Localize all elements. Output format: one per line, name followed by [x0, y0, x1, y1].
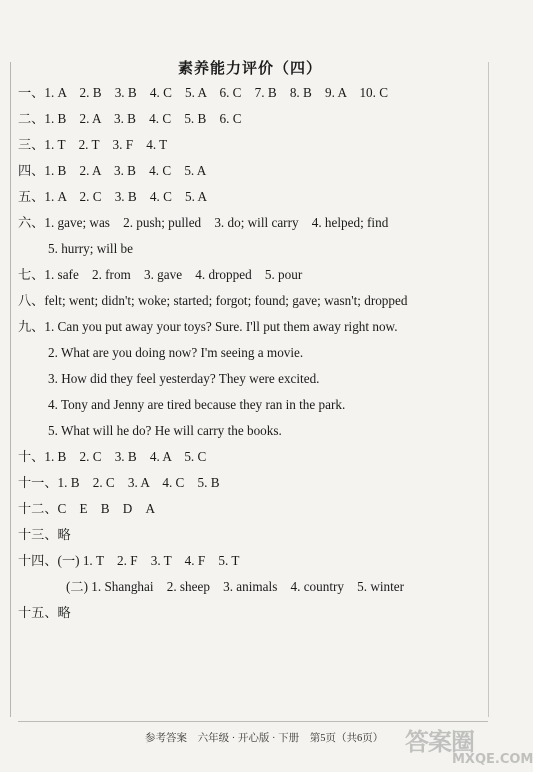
- footer-page: 第5页（共6页）: [309, 733, 384, 744]
- answer-line-9-4: 4. Tony and Jenny are tired because they ran in the park.: [48, 397, 346, 412]
- answer-line-11: 十一、1. B 2. C 3. A 4. C 5. B: [18, 475, 220, 490]
- answer-line-13: 十三、略: [18, 527, 71, 542]
- footer-grade: 六年级 · 开心版 · 下册: [197, 733, 300, 744]
- answer-line-2: 二、1. B 2. A 3. B 4. C 5. B 6. C: [18, 111, 242, 126]
- answer-line-9-5: 5. What will he do? He will carry the books.: [48, 423, 282, 438]
- answer-line-9-3: 3. How did they feel yesterday? They were excited.: [48, 371, 320, 386]
- watermark-logo: 答案圈: [405, 728, 474, 756]
- answer-line-15: 十五、略: [18, 605, 71, 620]
- answer-line-6: 六、1. gave; was 2. push; pulled 3. do; will carry 4. helped; find: [18, 215, 389, 230]
- page-title: 素养能力评价（四）: [177, 59, 322, 77]
- answer-line-14-2: (二) 1. Shanghai 2. sheep 3. animals 4. country 5. winter: [66, 579, 405, 594]
- answer-line-5: 五、1. A 2. C 3. B 4. C 5. A: [18, 189, 208, 204]
- answer-line-7: 七、1. safe 2. from 3. gave 4. dropped 5. pour: [18, 267, 303, 282]
- page-footer: [145, 730, 391, 745]
- answer-line-12: 十二、C E B D A: [18, 501, 156, 516]
- answer-line-9: 九、1. Can you put away your toys? Sure. I'll put them away right now.: [18, 319, 398, 334]
- watermark-url: MXQE.COM: [452, 752, 533, 767]
- answer-line-8: 八、felt; went; didn't; woke; started; forgot; found; gave; wasn't; dropped: [18, 293, 408, 308]
- left-margin-rule: [10, 62, 11, 717]
- answer-line-14: 十四、(一) 1. T 2. F 3. T 4. F 5. T: [18, 553, 240, 568]
- answer-line-1: 一、1. A 2. B 3. B 4. C 5. A 6. C 7. B 8. B 9. A 10. C: [18, 85, 389, 100]
- right-margin-rule: [488, 62, 489, 717]
- answer-line-3: 三、1. T 2. T 3. F 4. T: [18, 137, 168, 152]
- footer-label: 参考答案: [145, 733, 187, 744]
- answer-line-10: 十、1. B 2. C 3. B 4. A 5. C: [18, 449, 207, 464]
- answer-line-4: 四、1. B 2. A 3. B 4. C 5. A: [18, 163, 207, 178]
- answer-line-9-2: 2. What are you doing now? I'm seeing a movie.: [48, 345, 304, 360]
- answer-line-6-cont: 5. hurry; will be: [48, 241, 133, 256]
